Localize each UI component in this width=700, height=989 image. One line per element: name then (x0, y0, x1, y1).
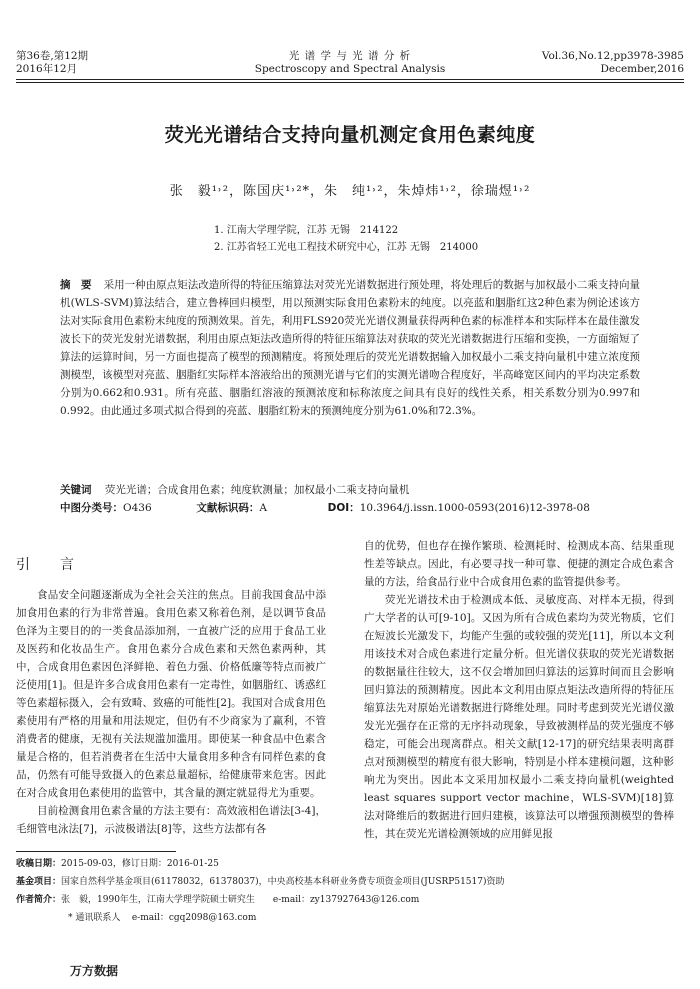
journal-title-en: Spectroscopy and Spectral Analysis (254, 63, 446, 75)
doc-code-label: 文献标识码： (196, 502, 260, 514)
abstract (60, 276, 640, 420)
journal-title-cn: 光 谱 学 与 光 谱 分 析 (288, 50, 412, 62)
intro-paragraph-1: 食品安全问题逐渐成为全社会关注的焦点。目前我国食品中添加食用色素的行为非常普遍。食用色素又称着色剂，是以调节食品色泽为主要目的的一类食品添加剂，一直被广泛的应用于食品工业及医药和化妆品生产。食用色素分合成色素和天然色素两种，其中，合成食用色素因色泽鲜艳、着色力强、价格低廉等特点而被广泛使用[1]。但是许多合成食用色素有一定毒性，如胭脂红、诱惑红等色素超标摄入，会有致畸、致癌的可能性[2]。我国对合成食用色素使用有严格的用量和用法规定，但仍有不少商家为了赢利，不管消费者的健康，无视有关法规滥加滥用。即使某一种食品中色素含量是合格的，但若消费者在生活中大量食用多种含有同样色素的食品，仍然有可能导致摄入的色素总量超标，给健康带来危害。因此在对合成食用色素使用的监管中，其含量的测定就显得尤为重要。 (16, 589, 326, 799)
abstract-label: 摘 要 (60, 279, 92, 291)
header-rule-thin (16, 82, 684, 83)
journal-issue (16, 50, 88, 76)
section-heading-introduction: 引 言 (16, 557, 82, 573)
footnote-fund: 基金项目：国家自然科学基金项目(61178032，61378037)，中央高校基本科研业务费专项资金项目(JUSRP51517)资助 (16, 877, 505, 887)
journal-pages: Vol.36,No.12,pp3978-3985 (541, 50, 684, 62)
clc-label: 中图分类号： (60, 502, 123, 514)
paper-title: 荧光光谱结合支持向量机测定食用色素纯度 (164, 124, 536, 146)
keywords (60, 481, 660, 499)
journal-date-cn: 2016年12月 (16, 63, 78, 75)
abstract-text: 采用一种由原点矩法改造所得的特征压缩算法对荧光光谱数据进行预处理，将处理后的数据与加权最小二乘支持向量机(WLS-SVM)算法结合，建立鲁棒回归模型，用以预测实际食用色素粉末的纯度。以亮蓝和胭脂红这2种色素为例论述该方法对实际食用色素粉末纯度的预测效果。首先，利用FLS920荧光光谱仪测量获得两种色素的标准样本和实际样本在最佳激发波长下的荧光发射光谱数据，利用由原点矩法改造所得的特征压缩算法对获取的荧光光谱数据进行压缩和变换，一方面缩短了算法的运算时间，另一方面也提高了模型的预测精度。将预处理后的荧光光谱数据输入加权最小二乘支持向量机中建立浓度预测模型，该模型对亮蓝、胭脂红实际样本溶液给出的预测光谱与它们的实测光谱吻合程度好，半高峰宽区间内的平均决定系数分别为0.662和0.931。所有亮蓝、胭脂红溶液的预测浓度和标称浓度之间具有良好的线性关系，相关系数分别为0.997和0.992。由此通过多项式拟合得到的亮蓝、胭脂红粉末的预测纯度分别为61.0%和72.3%。 (60, 279, 641, 417)
affiliations (214, 222, 478, 256)
intro-paragraph-3: 荧光光谱技术由于检测成本低、灵敏度高、对样本无损，得到广大学者的认可[9-10]。又因为所有合成色素均为荧光物质，它们在短波长光激发下，均能产生强的或较强的荧光[11]，所以本文利用该技术对合成色素进行定量分析。但光谱仪获取的荧光光谱数据的数据量往往较大，这不仅会增加回归算法的运算时间而且会影响回归算法的预测精度。因此本文利用由原点矩法改造所得的特征压缩算法先对原始光谱数据进行降维处理。同时考虑到荧光光谱仪激发光光强存在正常的无序抖动现象，导致被测样品的荧光强度不够稳定，可能会出现离群点。相关文献[12-17]的研究结果表明离群点对预测模型的精度有很大影响，特别是小样本建模问题，这种影响尤为突出。因此本文采用加权最小二乘支持向量机(weighted least squares support vector machine，WLS-SVM)[18]算法对降维后的数据进行回归建模，该算法可以增强预测模型的鲁棒性，其在荧光光谱检测领域的应用鲜见报 (364, 594, 674, 840)
header-rule (16, 79, 684, 80)
intro-paragraph-2-cont: 自的优势，但也存在操作繁琐、检测耗时、检测成本高、结果重现性差等缺点。因此，有必要寻找一种可靠、便捷的测定合成色素含量的方法，给食品行业中合成食用色素的监管提供参考。 (364, 540, 674, 588)
affiliation-1: 1. 江南大学理学院，江苏 无锡 214122 (214, 225, 399, 236)
left-column (16, 586, 326, 838)
footnote-received: 收稿日期：2015-09-03，修订日期：2016-01-25 (16, 859, 219, 869)
intro-paragraph-2: 目前检测食用色素含量的方法主要有：高效液相色谱法[3-4]，毛细管电泳法[7]，示波极谱法[8]等，这些方法都有各 (16, 805, 326, 835)
classification (60, 499, 660, 517)
keywords-text: 荧光光谱；合成食用色素；纯度软测量；加权最小二乘支持向量机 (104, 484, 410, 496)
doi-value: 10.3964/j.issn.1000-0593(2016)12-3978-08 (359, 502, 590, 514)
author-list: 张 毅¹˒²，陈国庆¹˒²*，朱 纯¹˒²，朱焯炜¹˒²，徐瑞煜¹˒² (169, 184, 531, 199)
journal-citation (542, 50, 684, 76)
journal-date-en: December,2016 (600, 63, 684, 75)
footnote-rule (16, 851, 176, 852)
keywords-label: 关键词 (60, 484, 92, 496)
affiliation-2: 2. 江苏省轻工光电工程技术研究中心，江苏 无锡 214000 (214, 242, 479, 253)
doi-label: DOI： (327, 502, 360, 514)
wanfang-watermark: 万方数据 (70, 964, 119, 978)
journal-volume: 第36卷,第12期 (16, 50, 89, 62)
doc-code-value: A (259, 502, 267, 514)
journal-title (220, 50, 480, 76)
footnote (16, 855, 696, 927)
right-column (364, 537, 674, 843)
footnote-corresponding: * 通讯联系人 e-mail：cgq2098@163.com (68, 913, 257, 923)
footnote-author: 作者简介：张 毅，1990年生，江南大学理学院硕士研究生 e-mail：zy137927643@126.com (16, 895, 420, 905)
clc-value: O436 (123, 502, 152, 514)
